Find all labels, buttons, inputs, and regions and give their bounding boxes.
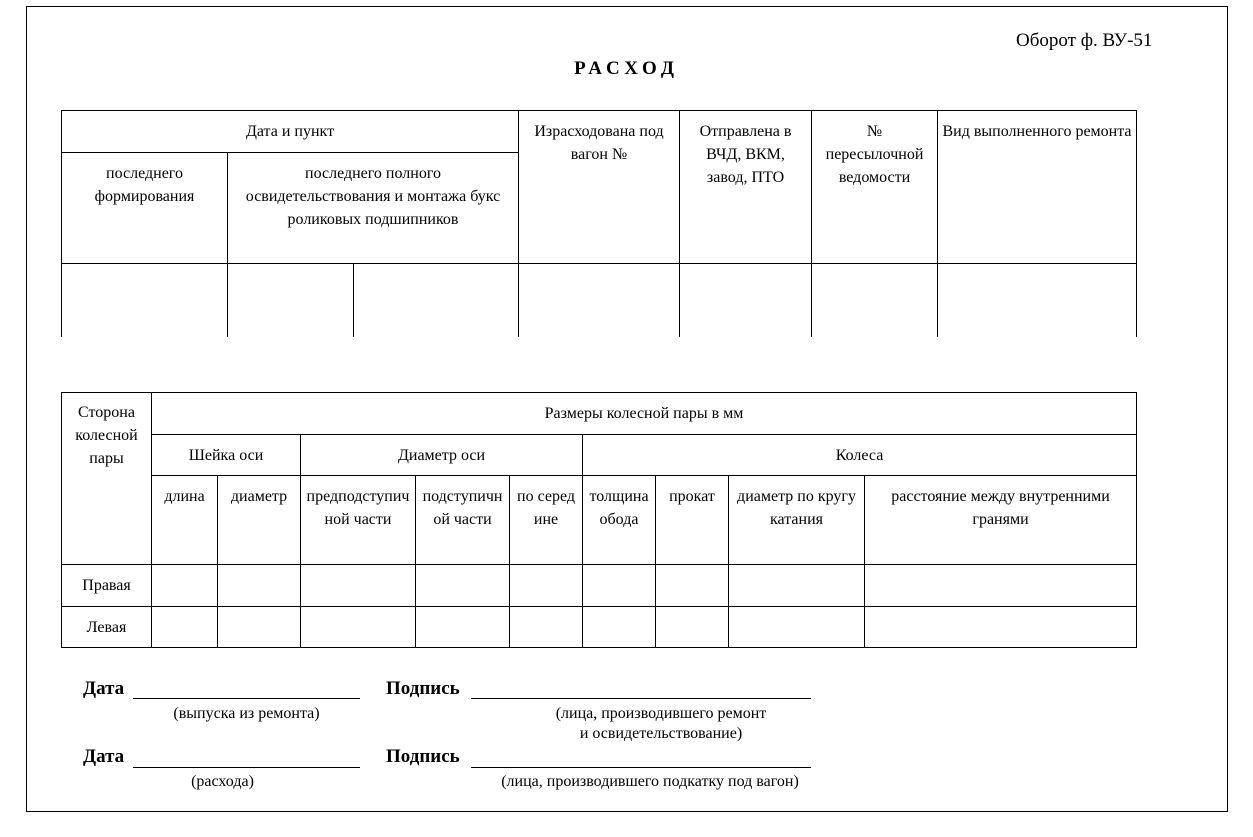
axle-diameter-header: Диаметр оси bbox=[301, 435, 583, 476]
entry-cell[interactable] bbox=[865, 607, 1137, 648]
entry-cell[interactable] bbox=[152, 565, 218, 607]
release-date-label: Дата bbox=[83, 678, 125, 699]
entry-cell[interactable] bbox=[301, 607, 416, 648]
entry-cell[interactable] bbox=[729, 607, 865, 648]
consumption-table bbox=[61, 110, 1137, 337]
date-place-header: Дата и пункт bbox=[62, 111, 519, 153]
entry-cell[interactable] bbox=[656, 607, 729, 648]
repair-signature-label: Подпись bbox=[386, 678, 460, 699]
consumption-date-label: Дата bbox=[83, 746, 125, 767]
page-title: РАСХОД bbox=[574, 58, 679, 79]
release-date-caption: (выпуска из ремонта) bbox=[173, 705, 320, 722]
entry-cell[interactable] bbox=[938, 264, 1137, 337]
wheels-header: Колеса bbox=[583, 435, 1137, 476]
transfer-statement-header: № пересылочной ведомости bbox=[812, 111, 938, 264]
used-under-wagon-header: Израсходована под вагон № bbox=[519, 111, 680, 264]
entry-cell[interactable] bbox=[510, 565, 583, 607]
entry-cell[interactable] bbox=[218, 607, 301, 648]
entry-cell[interactable] bbox=[583, 565, 656, 607]
side-header: Сторона колесной пары bbox=[62, 393, 152, 565]
entry-cell[interactable] bbox=[656, 565, 729, 607]
repair-signature-line[interactable] bbox=[471, 698, 811, 699]
entry-cell[interactable] bbox=[865, 565, 1137, 607]
repair-type-header: Вид выполненного ремонта bbox=[938, 111, 1137, 264]
rolling-header: прокат bbox=[656, 476, 729, 565]
dimensions-header: Размеры колесной пары в мм bbox=[152, 393, 1137, 435]
row-label-right: Правая bbox=[62, 565, 152, 607]
entry-cell[interactable] bbox=[680, 264, 812, 337]
entry-cell[interactable] bbox=[510, 607, 583, 648]
entry-cell[interactable] bbox=[218, 565, 301, 607]
diameter-header: диаметр bbox=[218, 476, 301, 565]
release-date-line[interactable] bbox=[133, 698, 360, 699]
pre-hub-header: предподступичной части bbox=[301, 476, 416, 565]
entry-cell[interactable] bbox=[812, 264, 938, 337]
inner-face-distance-header: расстояние между внутренними гранями bbox=[865, 476, 1137, 565]
repair-signature-caption-2: и освидетельствование) bbox=[579, 725, 743, 742]
consumption-date-caption: (расхода) bbox=[191, 773, 254, 790]
consumption-date-line[interactable] bbox=[133, 767, 360, 768]
wheelset-dimensions-table bbox=[61, 392, 1137, 648]
entry-cell[interactable] bbox=[519, 264, 680, 337]
entry-cell[interactable] bbox=[416, 565, 510, 607]
sent-to-header: Отправлена в ВЧД, ВКМ, завод, ПТО bbox=[680, 111, 812, 264]
rollout-signature-caption: (лица, производившего подкатку под вагон) bbox=[501, 773, 799, 790]
middle-header: по середине bbox=[510, 476, 583, 565]
repair-signature-caption-1: (лица, производившего ремонт bbox=[555, 705, 767, 722]
length-header: длина bbox=[152, 476, 218, 565]
entry-cell[interactable] bbox=[62, 264, 228, 337]
rolling-circle-diameter-header: диаметр по кругу катания bbox=[729, 476, 865, 565]
last-formation-header: последнего формирования bbox=[62, 153, 228, 264]
hub-header: подступичной части bbox=[416, 476, 510, 565]
rim-thickness-header: толщина обода bbox=[583, 476, 656, 565]
journal-header: Шейка оси bbox=[152, 435, 301, 476]
entry-cell[interactable] bbox=[729, 565, 865, 607]
entry-cell[interactable] bbox=[416, 607, 510, 648]
entry-cell[interactable] bbox=[583, 607, 656, 648]
entry-cell[interactable] bbox=[228, 264, 354, 337]
entry-cell[interactable] bbox=[354, 264, 519, 337]
rollout-signature-label: Подпись bbox=[386, 746, 460, 767]
last-inspection-header: последнего полного освидетельствования и монтажа букс роликовых подшипников bbox=[228, 153, 519, 264]
form-reference: Оборот ф. ВУ-51 bbox=[1016, 30, 1153, 51]
entry-cell[interactable] bbox=[301, 565, 416, 607]
rollout-signature-line[interactable] bbox=[471, 767, 811, 768]
row-label-left: Левая bbox=[62, 607, 152, 648]
entry-cell[interactable] bbox=[152, 607, 218, 648]
